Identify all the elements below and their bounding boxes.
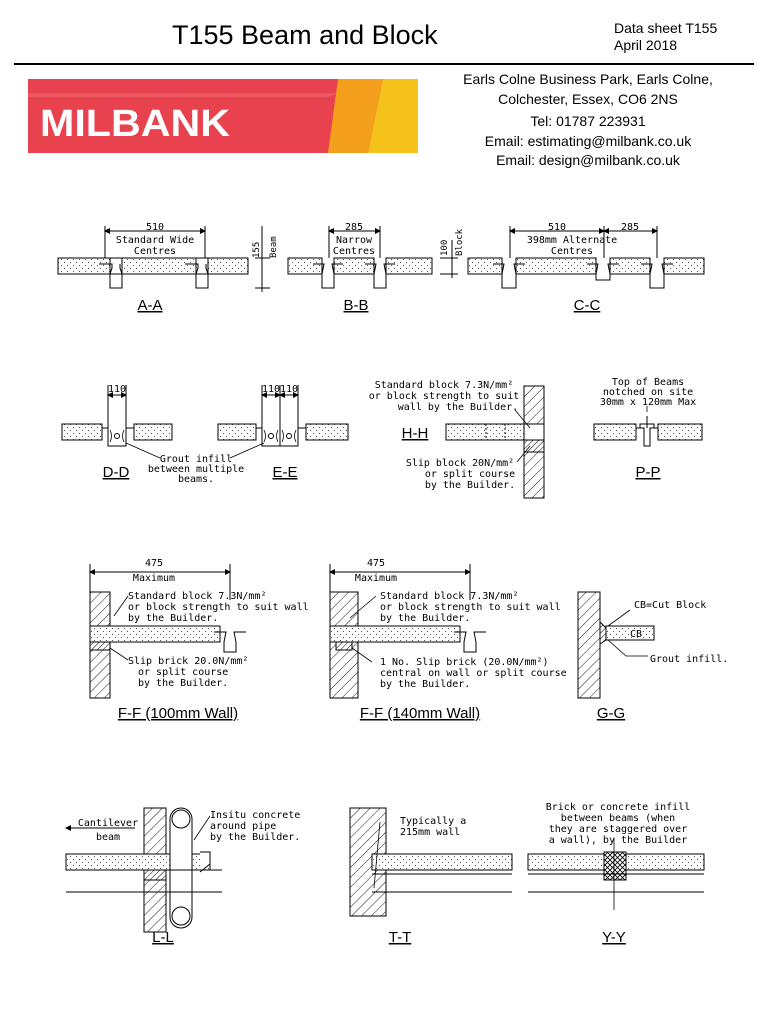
- caption-c-c: C-C: [573, 297, 601, 314]
- caption-l-l: L-L: [152, 929, 174, 946]
- pp-note-1: Top of Beams: [611, 377, 685, 388]
- ee-dim-1: 110: [261, 384, 281, 395]
- cc-label-1: 398mm Alternate: [526, 235, 618, 246]
- ff1-top-1: Standard block 7.3N/mm²: [128, 591, 267, 602]
- caption-d-d: D-D: [102, 464, 130, 481]
- ll-note-3: by the Builder.: [210, 832, 301, 843]
- caption-g-g: G-G: [596, 705, 626, 722]
- caption-t-t: T-T: [388, 929, 412, 946]
- ee-note-3: beams.: [177, 474, 215, 485]
- caption-p-p: P-P: [635, 464, 661, 481]
- ff2-top-3: by the Builder.: [380, 613, 471, 624]
- tt-note-1: Typically a: [400, 816, 467, 827]
- aa-label-1: Standard Wide: [115, 235, 195, 246]
- logo-wordmark: MILBANK: [40, 103, 231, 145]
- hh-top-2: or block strength to suit: [368, 391, 520, 402]
- ff2-bottom-3: by the Builder.: [380, 679, 471, 690]
- yy-note-3: they are staggered over: [548, 824, 688, 835]
- ff1-bottom-3: by the Builder.: [138, 678, 229, 689]
- hh-top-3: wall by the Builder.: [397, 402, 519, 413]
- ff1-top-3: by the Builder.: [128, 613, 219, 624]
- ll-note-1: Insitu concrete: [210, 810, 301, 821]
- ff1-bottom-1: Slip brick 20.0N/mm²: [128, 656, 249, 667]
- yy-note-4: a wall), by the Builder: [548, 835, 688, 846]
- hh-bottom-3: by the Builder.: [424, 480, 516, 491]
- aa-beam-label: Beam: [269, 236, 279, 258]
- datasheet-number: Data sheet T155: [614, 20, 718, 36]
- aa-dim: 510: [145, 222, 165, 233]
- section-y-y: [528, 838, 704, 910]
- section-p-p: [594, 406, 702, 446]
- caption-f-f-100: F-F (100mm Wall): [117, 705, 239, 722]
- gg-note-1: CB=Cut Block: [634, 600, 707, 611]
- caption-h-h: H-H: [401, 425, 429, 442]
- ff1-top-2: or block strength to suit wall: [128, 602, 309, 613]
- ff1-max: Maximum: [132, 573, 176, 584]
- dd-dim: 110: [107, 384, 127, 395]
- cc-dim-1: 510: [547, 222, 567, 233]
- yy-note-1: Brick or concrete infill: [545, 802, 691, 813]
- pp-note-2: notched on site: [602, 387, 694, 398]
- ee-note-1: Grout infill: [159, 454, 233, 465]
- page-title: T155 Beam and Block: [172, 20, 438, 50]
- cc-dim-2: 285: [620, 222, 640, 233]
- bb-label-1: Narrow: [335, 235, 373, 246]
- tt-note-2: 215mm wall: [400, 827, 461, 838]
- caption-a-a: A-A: [137, 297, 163, 314]
- pp-note-3: 30mm x 120mm Max: [599, 397, 697, 408]
- ff2-top-2: or block strength to suit wall: [380, 602, 561, 613]
- address-line-2: Colchester, Essex, CO6 2NS: [498, 90, 678, 107]
- ll-cantilever-2: beam: [95, 832, 121, 843]
- bb-label-2: Centres: [332, 246, 376, 257]
- caption-f-f-140: F-F (140mm Wall): [359, 705, 481, 722]
- ff2-dim: 475: [366, 558, 386, 569]
- ll-cantilever-1: Cantilever: [77, 818, 139, 829]
- gg-note-2: Grout infill.: [650, 654, 729, 665]
- ff2-bottom-2: central on wall or split course: [380, 668, 567, 679]
- caption-b-b: B-B: [343, 297, 369, 314]
- caption-e-e: E-E: [272, 464, 298, 481]
- gg-cb-label: CB: [630, 629, 643, 640]
- address-line-1: Earls Colne Business Park, Earls Colne,: [463, 71, 713, 87]
- hh-bottom-2: or split course: [424, 469, 516, 480]
- aa-label-2: Centres: [133, 246, 177, 257]
- aa-beam-dim: 155: [252, 241, 262, 258]
- bb-block-label: Block: [455, 228, 465, 256]
- section-b-b: [288, 226, 458, 288]
- hh-bottom-1: Slip block 20N/mm²: [405, 458, 515, 469]
- email-design[interactable]: Email: design@milbank.co.uk: [496, 152, 680, 168]
- ll-note-2: around pipe: [210, 821, 277, 832]
- ff2-max: Maximum: [354, 573, 398, 584]
- ff1-bottom-2: or split course: [138, 667, 229, 678]
- ee-dim-2: 110: [279, 384, 299, 395]
- ee-note-2: between multiple: [147, 464, 245, 475]
- caption-y-y: Y-Y: [602, 929, 626, 946]
- ff2-top-1: Standard block 7.3N/mm²: [380, 591, 519, 602]
- ff2-bottom-1: 1 No. Slip brick (20.0N/mm²): [380, 657, 549, 668]
- telephone: Tel: 01787 223931: [530, 113, 646, 129]
- cc-label-2: Centres: [550, 246, 594, 257]
- email-estimating[interactable]: Email: estimating@milbank.co.uk: [484, 132, 692, 149]
- hh-top-1: Standard block 7.3N/mm²: [374, 380, 514, 391]
- datasheet-date: April 2018: [614, 37, 678, 53]
- bb-dim: 285: [344, 222, 364, 233]
- ff1-dim: 475: [144, 558, 164, 569]
- bb-block-dim: 100: [440, 239, 450, 256]
- yy-note-2: between beams (when: [560, 813, 676, 824]
- section-e-e: [126, 385, 348, 458]
